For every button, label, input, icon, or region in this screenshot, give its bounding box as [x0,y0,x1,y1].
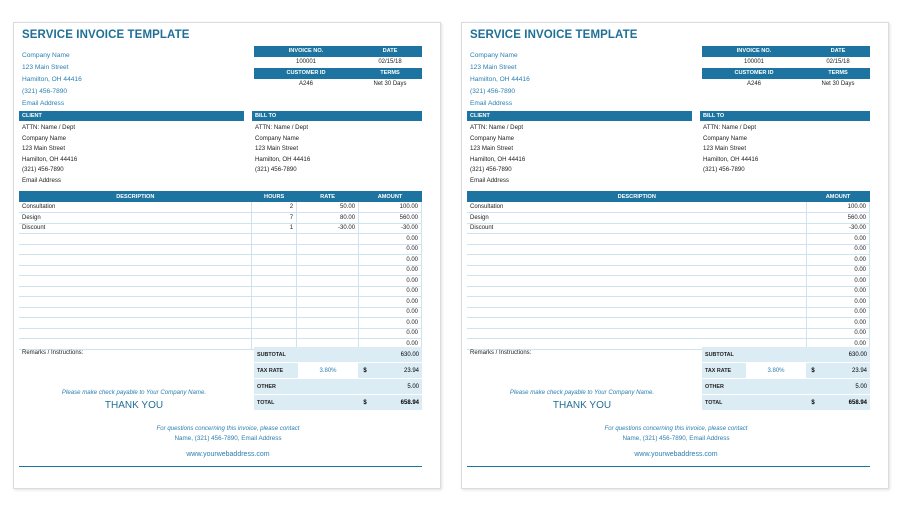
amount-cell[interactable]: 0.00 [807,255,870,266]
table-row [467,265,870,276]
rate-cell[interactable] [297,328,359,339]
date-value[interactable]: 02/15/18 [378,59,402,65]
hours-cell[interactable] [252,255,297,266]
table-row [19,265,422,276]
amount-cell[interactable]: 100.00 [359,202,422,213]
customer-id-header: CUSTOMER ID [734,70,774,76]
billto-line[interactable]: ATTN: Name / Dept [255,124,309,131]
client-line[interactable]: Hamilton, OH 44416 [470,155,526,163]
description-cell[interactable] [467,286,807,297]
client-line[interactable]: Company Name [470,134,515,142]
company-phone: (321) 456-7890 [22,88,68,95]
customer-id-header: CUSTOMER ID [286,70,326,76]
client-line[interactable]: ATTN: Name / Dept [470,124,524,131]
table-row [19,244,422,255]
amount-cell[interactable]: 560.00 [807,213,870,224]
tax-rate-value[interactable]: 3.80% [298,363,358,378]
bill-to-address [703,123,758,176]
billto-line[interactable]: (321) 456-7890 [255,166,297,173]
client-line[interactable]: Hamilton, OH 44416 [22,155,78,163]
amount-cell[interactable]: -30.00 [807,223,870,234]
terms-header: TERMS [828,70,848,76]
company-email: Email Address [22,100,65,107]
hours-cell[interactable]: 2 [252,202,297,213]
tax-currency: $ [811,367,815,374]
invoice-no-value[interactable]: 100001 [743,59,765,65]
description-cell[interactable] [467,244,807,255]
billto-line[interactable]: (321) 456-7890 [703,166,745,173]
amount-cell[interactable]: 0.00 [359,286,422,297]
hours-cell[interactable] [252,286,297,297]
description-cell[interactable] [19,307,252,318]
description-column-header: DESCRIPTION [19,191,252,202]
invoice-sheet-with-hours [13,22,441,489]
footer-divider [19,466,422,467]
amount-column-header: AMOUNT [359,191,422,202]
tax-currency: $ [363,367,367,374]
amount-cell[interactable]: 0.00 [807,276,870,287]
description-cell[interactable] [19,318,252,329]
amount-cell[interactable]: 0.00 [807,307,870,318]
company-city: Hamilton, OH 44416 [470,76,530,83]
rate-cell[interactable]: 50.00 [297,202,359,213]
table-row [467,255,870,266]
rate-cell[interactable]: -30.00 [297,223,359,234]
amount-cell[interactable]: 0.00 [359,276,422,287]
billto-line[interactable]: Hamilton, OH 44416 [703,155,759,163]
client-line[interactable]: Email Address [22,176,61,184]
description-cell[interactable] [467,234,807,245]
amount-cell[interactable]: 0.00 [807,286,870,297]
total-currency: $ [363,399,367,406]
table-row [467,213,870,224]
amount-cell[interactable]: -30.00 [359,223,422,234]
other-value[interactable]: 5.00 [855,383,867,390]
invoice-no-header: INVOICE NO. [288,48,324,54]
tax-rate-value[interactable]: 3.80% [746,363,806,378]
table-row [467,276,870,287]
bill-to-address [255,123,310,176]
billto-line[interactable]: Company Name [255,134,300,142]
contact-line-2: Name, (321) 456-7890, Email Address [174,435,282,442]
hours-cell[interactable]: 7 [252,213,297,224]
amount-cell[interactable]: 0.00 [807,328,870,339]
amount-cell[interactable]: 0.00 [359,255,422,266]
rate-cell[interactable] [297,244,359,255]
table-row [19,234,422,245]
client-line[interactable]: 123 Main Street [22,145,66,152]
description-cell[interactable] [19,328,252,339]
terms-value[interactable]: Net 30 Days [821,81,855,87]
description-column-header: DESCRIPTION [467,191,807,202]
client-address [22,123,77,186]
description-cell[interactable] [467,255,807,266]
table-row [467,234,870,245]
billto-line[interactable]: 123 Main Street [703,145,747,152]
website-link[interactable]: www.yourwebaddress.com [634,451,718,458]
rate-cell[interactable] [297,318,359,329]
payable-note: Please make check payable to Your Company Name. [61,389,207,396]
client-address [470,123,525,186]
terms-value[interactable]: Net 30 Days [373,81,407,87]
client-header: CLIENT [19,111,244,121]
company-street: 123 Main Street [22,64,69,71]
billto-line[interactable]: ATTN: Name / Dept [703,124,757,131]
company-street: 123 Main Street [470,64,517,71]
company-name: Company Name [470,52,518,59]
tax-rate-label: TAX RATE [257,367,284,374]
invoice-no-value[interactable]: 100001 [295,59,317,65]
customer-id-value[interactable]: A246 [746,81,761,87]
table-row [467,307,870,318]
table-row [19,318,422,329]
description-cell[interactable] [19,339,252,350]
hours-cell[interactable] [252,297,297,308]
client-line[interactable]: (321) 456-7890 [470,166,512,173]
description-cell[interactable] [467,265,807,276]
amount-cell[interactable]: 0.00 [359,307,422,318]
date-value[interactable]: 02/15/18 [826,59,850,65]
description-cell[interactable] [467,307,807,318]
payable-note: Please make check payable to Your Company Name. [509,389,655,396]
table-row [467,328,870,339]
subtotal-value: 630.00 [400,351,419,358]
description-cell[interactable]: Discount [19,223,252,234]
amount-cell[interactable]: 0.00 [359,297,422,308]
table-row [467,286,870,297]
rate-cell[interactable] [297,255,359,266]
amount-cell[interactable]: 0.00 [807,339,870,350]
table-row [19,297,422,308]
description-cell[interactable] [467,276,807,287]
table-row [19,286,422,297]
client-line[interactable]: Email Address [470,176,509,184]
company-phone: (321) 456-7890 [470,88,516,95]
company-block [470,50,530,110]
remarks-label: Remarks / Instructions: [470,350,532,356]
amount-cell[interactable]: 0.00 [807,265,870,276]
contact-line-1: For questions concerning this invoice, please contact [604,425,748,432]
table-row [467,244,870,255]
bill-to-header: BILL TO [252,111,422,121]
table-row [19,255,422,266]
company-name: Company Name [22,52,70,59]
totals-block [254,347,422,411]
hours-cell[interactable] [252,307,297,318]
table-row [467,318,870,329]
date-header: DATE [382,48,398,54]
description-cell[interactable] [19,255,252,266]
company-city: Hamilton, OH 44416 [22,76,82,83]
tax-value: 23.94 [851,367,867,374]
date-header: DATE [830,48,846,54]
hours-cell[interactable]: 1 [252,223,297,234]
hours-cell[interactable] [252,234,297,245]
rate-column-header: RATE [297,191,359,202]
rate-cell[interactable] [297,265,359,276]
invoice-meta [254,46,422,90]
hours-cell[interactable] [252,244,297,255]
footer-divider [467,466,870,467]
table-row [19,223,422,234]
client-line[interactable]: Company Name [22,134,67,142]
description-cell[interactable] [19,244,252,255]
invoice-no-header: INVOICE NO. [736,48,772,54]
contact-line-2: Name, (321) 456-7890, Email Address [622,435,730,442]
amount-cell[interactable]: 0.00 [359,339,422,350]
client-line[interactable]: (321) 456-7890 [22,166,64,173]
invoice-sheet-amount-only [461,22,889,489]
description-cell[interactable] [467,297,807,308]
amount-cell[interactable]: 0.00 [359,318,422,329]
other-label: OTHER [257,383,276,390]
amount-cell[interactable]: 0.00 [359,265,422,276]
description-cell[interactable]: Design [467,213,807,224]
table-row [19,328,422,339]
customer-id-value[interactable]: A246 [298,81,313,87]
other-label: OTHER [705,383,724,390]
table-row [19,202,422,213]
amount-cell[interactable]: 0.00 [807,234,870,245]
amount-cell[interactable]: 0.00 [359,244,422,255]
hours-cell[interactable] [252,328,297,339]
billto-line[interactable]: Hamilton, OH 44416 [255,155,311,163]
hours-cell[interactable] [252,276,297,287]
website-link[interactable]: www.yourwebaddress.com [186,451,270,458]
contact-line-1: For questions concerning this invoice, please contact [156,425,300,432]
rate-cell[interactable]: 80.00 [297,213,359,224]
description-cell[interactable] [467,318,807,329]
hours-column-header: HOURS [252,191,297,202]
table-row [467,297,870,308]
terms-header: TERMS [380,70,400,76]
description-cell[interactable] [19,286,252,297]
subtotal-label: SUBTOTAL [257,351,286,358]
total-value: 658.94 [400,399,419,406]
subtotal-label: SUBTOTAL [705,351,734,358]
description-cell[interactable]: Consultation [467,202,807,213]
invoice-title: SERVICE INVOICE TEMPLATE [470,29,638,41]
amount-cell[interactable]: 0.00 [807,318,870,329]
amount-cell[interactable]: 560.00 [359,213,422,224]
line-items-table [19,191,422,350]
total-value: 658.94 [848,399,867,406]
bill-to-header: BILL TO [700,111,870,121]
amount-cell[interactable]: 0.00 [807,297,870,308]
amount-cell[interactable]: 0.00 [807,244,870,255]
remarks-label: Remarks / Instructions: [22,350,84,356]
rate-cell[interactable] [297,297,359,308]
rate-cell[interactable] [297,307,359,318]
billto-line[interactable]: 123 Main Street [255,145,299,152]
description-cell[interactable]: Discount [467,223,807,234]
invoice-title: SERVICE INVOICE TEMPLATE [22,29,190,41]
rate-cell[interactable] [297,234,359,245]
thank-you-text: THANK YOU [552,400,612,411]
subtotal-value: 630.00 [848,351,867,358]
description-cell[interactable] [19,265,252,276]
description-cell[interactable] [467,328,807,339]
client-line[interactable]: 123 Main Street [470,145,514,152]
amount-column-header: AMOUNT [807,191,870,202]
hours-cell[interactable] [252,318,297,329]
client-header: CLIENT [467,111,692,121]
tax-rate-label: TAX RATE [705,367,732,374]
tax-value: 23.94 [403,367,419,374]
total-currency: $ [811,399,815,406]
hours-cell[interactable] [252,265,297,276]
description-cell[interactable]: Design [19,213,252,224]
description-cell[interactable] [19,276,252,287]
table-row [467,202,870,213]
total-label: TOTAL [257,399,275,406]
table-row [19,276,422,287]
amount-cell[interactable]: 0.00 [359,234,422,245]
client-line[interactable]: ATTN: Name / Dept [22,124,76,131]
description-cell[interactable] [19,234,252,245]
description-cell[interactable]: Consultation [19,202,252,213]
table-row [19,213,422,224]
table-row [19,307,422,318]
totals-block [702,347,870,411]
other-value[interactable]: 5.00 [407,383,419,390]
line-items-table [467,191,870,350]
thank-you-text: THANK YOU [104,400,164,411]
amount-cell[interactable]: 0.00 [359,328,422,339]
rate-cell[interactable] [297,276,359,287]
company-block [22,50,82,110]
invoice-meta [702,46,870,90]
billto-line[interactable]: Company Name [703,134,748,142]
total-label: TOTAL [705,399,723,406]
description-cell[interactable] [19,297,252,308]
table-row [467,223,870,234]
rate-cell[interactable] [297,286,359,297]
company-email: Email Address [470,100,513,107]
amount-cell[interactable]: 100.00 [807,202,870,213]
